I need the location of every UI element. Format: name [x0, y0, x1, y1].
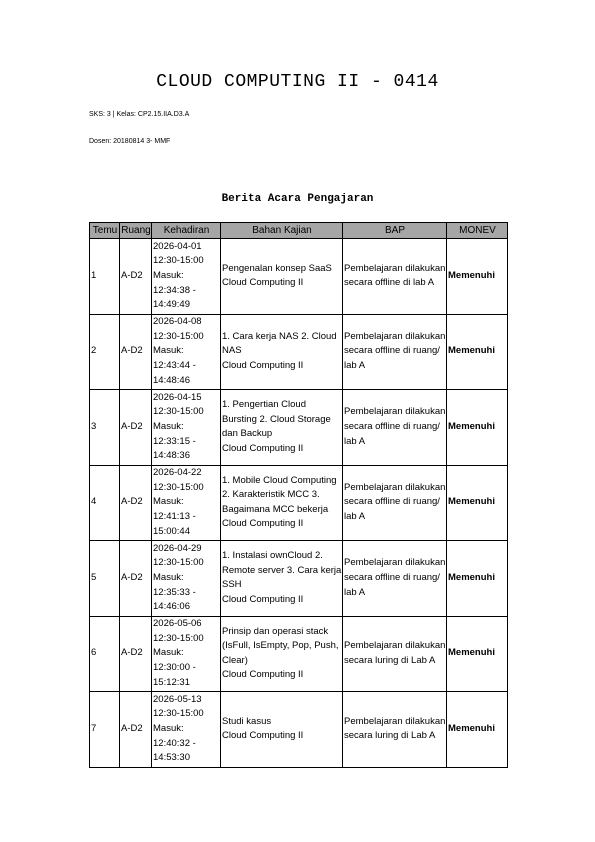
- cell-monev: Memenuhi: [447, 616, 508, 692]
- cell-bahan-kajian: [221, 239, 343, 315]
- cell-kehadiran-line: 12:30-15:00: [153, 481, 204, 493]
- header-ruang: Ruang: [120, 223, 152, 239]
- cell-bahan-kajian-line: Cloud Computing II: [222, 518, 304, 530]
- cell-bahan-kajian: [221, 541, 343, 617]
- cell-temu: 6: [90, 616, 120, 692]
- cell-kehadiran-line: 12:30-15:00: [153, 708, 204, 720]
- table-row: [90, 465, 508, 541]
- cell-kehadiran-line: 2026-05-13: [153, 693, 202, 705]
- cell-monev: Memenuhi: [447, 239, 508, 315]
- cell-temu: 1: [90, 239, 120, 315]
- cell-kehadiran-line: Masuk:: [153, 420, 184, 432]
- cell-kehadiran-line: 12:30-15:00: [153, 330, 204, 342]
- cell-bap: Pembelajaran dilakukan secara offline di lab A: [343, 239, 447, 315]
- cell-bahan-kajian-line: Pengenalan konsep SaaS: [222, 262, 332, 274]
- cell-ruang: A-D2: [120, 239, 152, 315]
- cell-kehadiran-line: 12:30-15:00: [153, 557, 204, 569]
- cell-bap: Pembelajaran dilakukan secara offline di ruang/ lab A: [343, 390, 447, 466]
- cell-ruang: A-D2: [120, 541, 152, 617]
- cell-monev: Memenuhi: [447, 692, 508, 768]
- cell-kehadiran-line: 12:30-15:00: [153, 632, 204, 644]
- cell-monev: Memenuhi: [447, 390, 508, 466]
- cell-kehadiran-line: Masuk:: [153, 269, 184, 281]
- cell-kehadiran-line: 2026-04-08: [153, 316, 202, 328]
- cell-kehadiran: [152, 390, 221, 466]
- cell-kehadiran: [152, 541, 221, 617]
- cell-bahan-kajian: [221, 616, 343, 692]
- cell-kehadiran-line: 2026-04-29: [153, 542, 202, 554]
- cell-kehadiran-line: 12:30:00 -: [153, 662, 196, 674]
- cell-bahan-kajian-line: 1. Pengertian Cloud Bursting 2. Cloud Storage dan Backup: [222, 399, 331, 440]
- table-row: [90, 616, 508, 692]
- table-row: [90, 314, 508, 390]
- sks-class-info: SKS: 3 | Kelas: CP2.15.IIA.D3.A: [89, 111, 190, 118]
- cell-bahan-kajian-line: 1. Mobile Cloud Computing 2. Karakteristik MCC 3. Bagaimana MCC bekerja: [222, 474, 337, 515]
- document-title: CLOUD COMPUTING II - 0414: [156, 72, 439, 92]
- cell-kehadiran-line: 2026-04-01: [153, 240, 202, 252]
- cell-bahan-kajian-line: Studi kasus: [222, 715, 272, 727]
- cell-bahan-kajian-line: 1. Cara kerja NAS 2. Cloud NAS: [222, 330, 337, 357]
- section-title: Berita Acara Pengajaran: [221, 193, 374, 205]
- cell-bap: Pembelajaran dilakukan secara offline di ruang/ lab A: [343, 314, 447, 390]
- header-monev: MONEV: [447, 223, 508, 239]
- cell-kehadiran: [152, 692, 221, 768]
- cell-bahan-kajian: [221, 314, 343, 390]
- cell-kehadiran: [152, 314, 221, 390]
- cell-monev: Memenuhi: [447, 314, 508, 390]
- cell-bap: Pembelajaran dilakukan secara luring di Lab A: [343, 692, 447, 768]
- cell-kehadiran-line: 12:30-15:00: [153, 255, 204, 267]
- table-row: [90, 692, 508, 768]
- cell-kehadiran-line: Masuk:: [153, 571, 184, 583]
- table-row: [90, 541, 508, 617]
- table-header-row: [90, 223, 508, 239]
- cell-temu: 5: [90, 541, 120, 617]
- cell-kehadiran-line: 12:35:33 -: [153, 586, 196, 598]
- cell-kehadiran: [152, 239, 221, 315]
- cell-temu: 4: [90, 465, 120, 541]
- cell-kehadiran-line: 12:41:13 -: [153, 511, 196, 523]
- cell-ruang: A-D2: [120, 390, 152, 466]
- cell-bap: Pembelajaran dilakukan secara offline di ruang/ lab A: [343, 541, 447, 617]
- cell-ruang: A-D2: [120, 616, 152, 692]
- cell-bahan-kajian-line: 1. Instalasi ownCloud 2. Remote server 3. Cara kerja SSH: [222, 550, 342, 591]
- cell-kehadiran-line: 14:48:36: [153, 450, 190, 462]
- cell-kehadiran-line: 12:40:32 -: [153, 737, 196, 749]
- header-temu: Temu: [90, 223, 120, 239]
- cell-kehadiran-line: 12:34:38 -: [153, 284, 196, 296]
- lecturer-info: Dosen: 20180814 3- MMF: [89, 138, 171, 145]
- cell-monev: Memenuhi: [447, 541, 508, 617]
- cell-ruang: A-D2: [120, 314, 152, 390]
- cell-kehadiran-line: Masuk:: [153, 345, 184, 357]
- header-bahan-kajian: Bahan Kajian: [221, 223, 343, 239]
- cell-temu: 7: [90, 692, 120, 768]
- cell-kehadiran-line: 15:00:44: [153, 525, 190, 537]
- cell-bahan-kajian-line: Cloud Computing II: [222, 730, 304, 742]
- cell-kehadiran-line: 12:30-15:00: [153, 406, 204, 418]
- cell-kehadiran: [152, 616, 221, 692]
- cell-kehadiran-line: 2026-05-06: [153, 618, 202, 630]
- cell-kehadiran-line: 14:49:49: [153, 299, 190, 311]
- cell-kehadiran-line: Masuk:: [153, 496, 184, 508]
- header-bap: BAP: [343, 223, 447, 239]
- cell-ruang: A-D2: [120, 692, 152, 768]
- teaching-log-table: [89, 222, 508, 768]
- cell-kehadiran-line: Masuk:: [153, 722, 184, 734]
- cell-kehadiran-line: 12:33:15 -: [153, 435, 196, 447]
- cell-bahan-kajian-line: Cloud Computing II: [222, 669, 304, 681]
- cell-temu: 3: [90, 390, 120, 466]
- cell-kehadiran: [152, 465, 221, 541]
- cell-ruang: A-D2: [120, 465, 152, 541]
- cell-bahan-kajian-line: Cloud Computing II: [222, 277, 304, 289]
- cell-bahan-kajian-line: Cloud Computing II: [222, 593, 304, 605]
- cell-bahan-kajian-line: Prinsip dan operasi stack (IsFull, IsEmpty, Pop, Push, Clear): [222, 625, 339, 666]
- cell-kehadiran-line: Masuk:: [153, 647, 184, 659]
- header-kehadiran: Kehadiran: [152, 223, 221, 239]
- cell-bap: Pembelajaran dilakukan secara offline di ruang/ lab A: [343, 465, 447, 541]
- cell-bahan-kajian-line: Cloud Computing II: [222, 442, 304, 454]
- cell-kehadiran-line: 15:12:31: [153, 676, 190, 688]
- cell-bahan-kajian: [221, 390, 343, 466]
- cell-bap: Pembelajaran dilakukan secara luring di Lab A: [343, 616, 447, 692]
- cell-bahan-kajian-line: Cloud Computing II: [222, 360, 304, 372]
- cell-kehadiran-line: 12:43:44 -: [153, 360, 196, 372]
- cell-kehadiran-line: 14:46:06: [153, 601, 190, 613]
- cell-kehadiran-line: 14:53:30: [153, 752, 190, 764]
- cell-kehadiran-line: 2026-04-15: [153, 391, 202, 403]
- table-row: [90, 239, 508, 315]
- cell-kehadiran-line: 2026-04-22: [153, 467, 202, 479]
- cell-temu: 2: [90, 314, 120, 390]
- table-row: [90, 390, 508, 466]
- cell-monev: Memenuhi: [447, 465, 508, 541]
- cell-kehadiran-line: 14:48:46: [153, 374, 190, 386]
- cell-bahan-kajian: [221, 465, 343, 541]
- cell-bahan-kajian: [221, 692, 343, 768]
